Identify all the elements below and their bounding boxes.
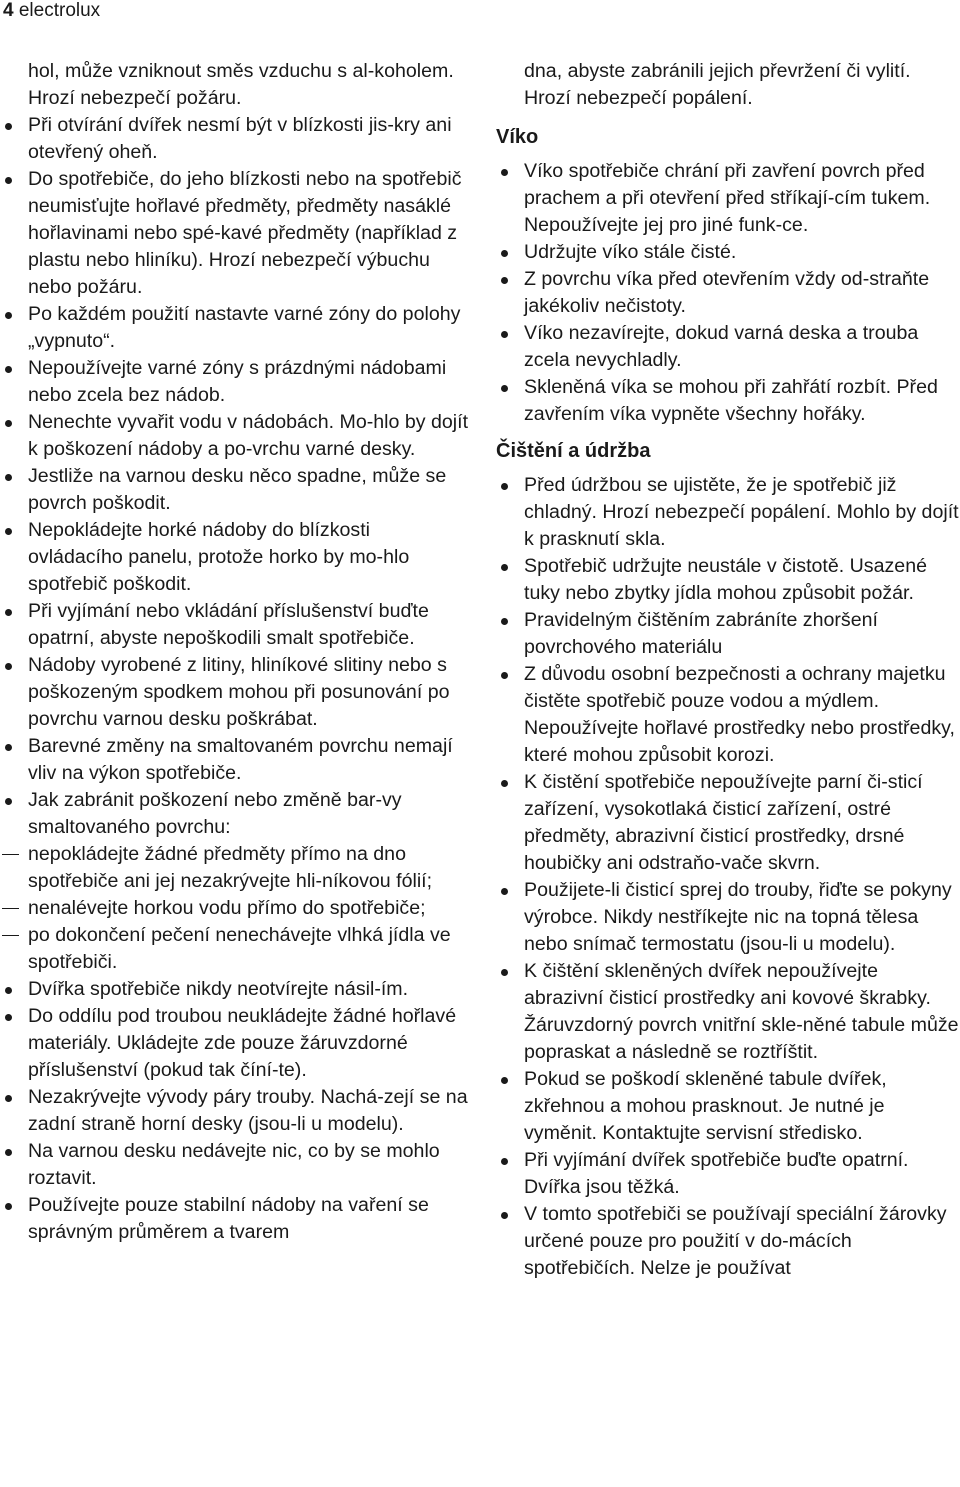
list-item: Před údržbou se ujistěte, že je spotřebič již chladný. Hrozí nebezpečí popálení. Mohlo by dojít k prasknutí skla. (496, 472, 960, 553)
list-item: Jak zabránit poškození nebo změně bar-vy smaltovaného povrchu: (0, 787, 470, 841)
list-item: Do oddílu pod troubou neukládejte žádné hořlavé materiály. Ukládejte zde pouze žáruvzdorné příslušenství (pokud tak číní-te). (0, 1003, 470, 1084)
bullet-icon (501, 1212, 508, 1219)
bullet-icon (5, 420, 12, 427)
sub-list-item: nenalévejte horkou vodu přímo do spotřebiče; (0, 895, 470, 922)
bullet-icon (501, 331, 508, 338)
list-item: Nepokládejte horké nádoby do blízkosti ovládacího panelu, protože horko by mo-hlo spotřebič poškodit. (0, 517, 470, 598)
list-item: Nenechte vyvařit vodu v nádobách. Mo-hlo by dojít k poškození nádoby a po-vrchu varné desky. (0, 409, 470, 463)
section-heading-viko: Víko (496, 126, 539, 148)
bullet-icon (501, 483, 508, 490)
bullet-icon (5, 123, 12, 130)
bullet-icon (501, 250, 508, 257)
dash-icon (2, 935, 19, 936)
list-item: Při vyjímání nebo vkládání příslušenství buďte opatrní, abyste nepoškodili smalt spotřebiče. (0, 598, 470, 652)
sub-list-item: po dokončení pečení nenechávejte vlhká jídla ve spotřebiči. (0, 922, 470, 976)
bullet-icon (5, 1149, 12, 1156)
bullet-icon (5, 312, 12, 319)
list-item: Z důvodu osobní bezpečnosti a ochrany majetku čistěte spotřebič pouze vodou a mýdlem. Nepoužívejte hořlavé prostředky nebo prostředky, které mohou způsobit korozi. (496, 661, 960, 769)
brand-name: electrolux (18, 0, 101, 21)
bullet-icon (501, 385, 508, 392)
bullet-icon (5, 744, 12, 751)
list-item: Pokud se poškodí skleněné tabule dvířek, zkřehnou a mohou prasknout. Je nutné je vyměnit. Kontaktujte servisní středisko. (496, 1066, 960, 1147)
list-item: Pravidelným čištěním zabráníte zhoršení povrchového materiálu (496, 607, 960, 661)
list-item: Do spotřebiče, do jeho blízkosti nebo na spotřebič neumisťujte hořlavé předměty, předměty nasáklé hořlavinami nebo spé-kavé předměty (například z plastu nebo hliníku). Hrozí nebezpečí výbuchu nebo požáru. (0, 166, 470, 301)
list-item: Jestliže na varnou desku něco spadne, může se povrch poškodit. (0, 463, 470, 517)
list-item: V tomto spotřebiči se používají speciální žárovky určené pouze pro použití v do-mácích spotřebičích. Nelze je používat (496, 1201, 960, 1282)
bullet-icon (5, 1014, 12, 1021)
continuation-text: hol, může vzniknout směs vzduchu s al-koholem. Hrozí nebezpečí požáru. (28, 60, 454, 109)
list-item: Skleněná víka se mohou při zahřátí rozbít. Před zavřením víka vypněte všechny hořáky. (496, 374, 960, 428)
bullet-icon (5, 177, 12, 184)
bullet-icon (5, 528, 12, 535)
left-column (0, 58, 470, 1246)
bullet-icon (501, 1158, 508, 1165)
list-item: Použijete-li čisticí sprej do trouby, řiďte se pokyny výrobce. Nikdy nestříkejte nic na topná tělesa nebo snímač termostatu (jsou-li u modelu). (496, 877, 960, 958)
list-item: Nádoby vyrobené z litiny, hliníkové slitiny nebo s poškozeným spodkem mohou při posunování po povrchu varnou desku poškrábat. (0, 652, 470, 733)
bullet-icon (501, 969, 508, 976)
bullet-icon (5, 366, 12, 373)
list-item: Používejte pouze stabilní nádoby na vaření se správným průměrem a tvarem (0, 1192, 470, 1246)
page-number: 4 (3, 0, 14, 21)
list-item: Udržujte víko stále čisté. (496, 239, 960, 266)
list-item: Nezakrývejte vývody páry trouby. Nachá-zejí se na zadní straně horní desky (jsou-li u modelu). (0, 1084, 470, 1138)
page-header (3, 0, 100, 22)
bullet-icon (501, 564, 508, 571)
bullet-icon (5, 1203, 12, 1210)
bullet-icon (501, 780, 508, 787)
bullet-icon (5, 1095, 12, 1102)
list-item: Z povrchu víka před otevřením vždy od-straňte jakékoliv nečistoty. (496, 266, 960, 320)
bullet-icon (501, 888, 508, 895)
bullet-icon (501, 277, 508, 284)
bullet-icon (5, 609, 12, 616)
bullet-icon (501, 618, 508, 625)
list-item: Víko spotřebiče chrání při zavření povrch před prachem a při otevření před stříkají-cím tukem. Nepoužívejte jej pro jiné funk-ce. (496, 158, 960, 239)
continuation-text: dna, abyste zabránili jejich převržení či vylití. Hrozí nebezpečí popálení. (524, 60, 911, 109)
list-item: Nepoužívejte varné zóny s prázdnými nádobami nebo zcela bez nádob. (0, 355, 470, 409)
dash-icon (2, 908, 19, 909)
list-item: K čištění skleněných dvířek nepoužívejte abrazivní čisticí prostředky ani kovové škrabky. Žáruvzdorný povrch vnitřní skle-něné tabule může popraskat a následně se roztříštit. (496, 958, 960, 1066)
section-heading-cisteni: Čištění a údržba (496, 440, 651, 462)
list-item: K čistění spotřebiče nepoužívejte parní či-sticí zařízení, vysokotlaká čisticí zařízení, ostré předměty, abrazivní čisticí prostředky, drsné houbičky ani odstraňo-vače skvrn. (496, 769, 960, 877)
bullet-icon (5, 798, 12, 805)
sub-list-item: nepokládejte žádné předměty přímo na dno spotřebiče ani jej nezakrývejte hli-níkovou fólií; (0, 841, 470, 895)
list-item: Při vyjímání dvířek spotřebiče buďte opatrní. Dvířka jsou těžká. (496, 1147, 960, 1201)
right-column (496, 58, 960, 1282)
bullet-icon (501, 672, 508, 679)
bullet-icon (5, 987, 12, 994)
list-item: Po každém použití nastavte varné zóny do polohy „vypnuto“. (0, 301, 470, 355)
list-item: Na varnou desku nedávejte nic, co by se mohlo roztavit. (0, 1138, 470, 1192)
bullet-icon (501, 1077, 508, 1084)
list-item: Víko nezavírejte, dokud varná deska a trouba zcela nevychladly. (496, 320, 960, 374)
list-item: Barevné změny na smaltovaném povrchu nemají vliv na výkon spotřebiče. (0, 733, 470, 787)
bullet-icon (5, 663, 12, 670)
bullet-icon (5, 474, 12, 481)
list-item: Spotřebič udržujte neustále v čistotě. Usazené tuky nebo zbytky jídla mohou způsobit požár. (496, 553, 960, 607)
dash-icon (2, 854, 19, 855)
list-item: Při otvírání dvířek nesmí být v blízkosti jis-kry ani otevřený oheň. (0, 112, 470, 166)
list-item: Dvířka spotřebiče nikdy neotvírejte násil-ím. (0, 976, 470, 1003)
bullet-icon (501, 169, 508, 176)
